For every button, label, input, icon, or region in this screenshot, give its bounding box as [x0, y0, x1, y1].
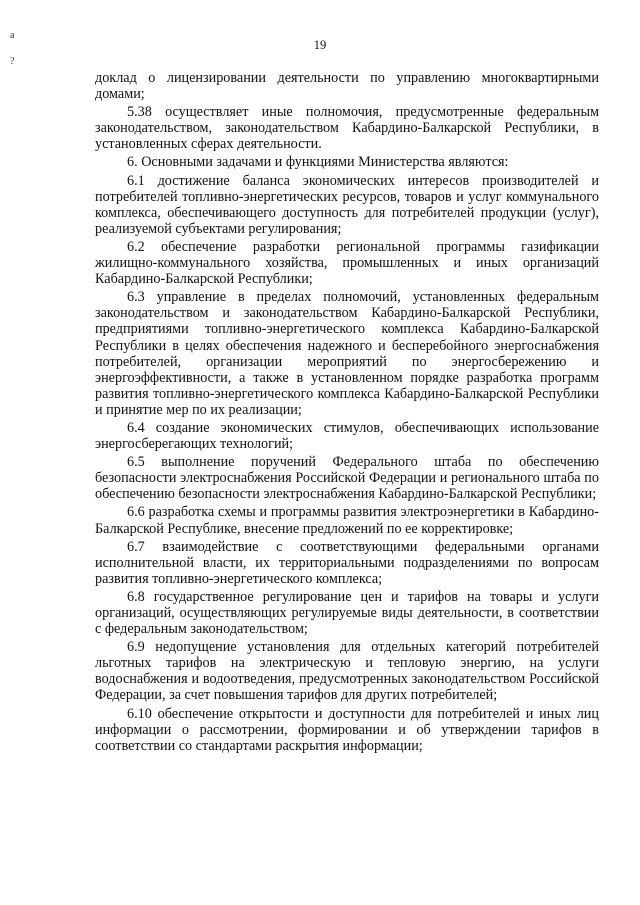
- margin-mark-second: ?: [10, 56, 15, 67]
- paragraph: 6.7 взаимодействие с соответствующими федеральными органами исполнительной власти, их территориальными подразделениями по вопросам развития топливно-энергетического комплекса;: [95, 538, 599, 587]
- paragraph: 6.2 обеспечение разработки региональной программы газификации жилищно-коммунального хозяйства, промышленных и иных организаций Кабардино-Балкарской Республики;: [95, 238, 599, 288]
- paragraph: 6.5 выполнение поручений Федерального штаба по обеспечению безопасности электроснабжения Российской Федерации и регионального штаба по обеспечению безопасности электроснабжения Кабардино-Балкарской Республики;: [95, 454, 599, 503]
- document-body: [95, 70, 599, 756]
- paragraph: 6. Основными задачами и функциями Министерства являются:: [127, 154, 509, 171]
- paragraph: 6.3 управление в пределах полномочий, установленных федеральным законодательством и законодательством Кабардино-Балкарской Республики, предприятиями топливно-энергетического комплекса Кабардино-Балкарской Республики в целях обеспечения надежного и бесперебойного энергоснабжения потребителей, организации мероприятий по энергосбережению и энергоэффективности, а также в установленном порядке разработка программ развития топливно-энергетического комплекса Кабардино-Балкарской Республики и принятие мер по их реализации;: [95, 289, 599, 418]
- paragraph: 5.38 осуществляет иные полномочия, предусмотренные федеральным законодательством, законодательством Кабардино-Балкарской Республики, в установленных сферах деятельности.: [95, 104, 599, 153]
- paragraph: доклад о лицензировании деятельности по управлению многоквартирными домами;: [95, 70, 599, 103]
- paragraph: 6.1 достижение баланса экономических интересов производителей и потребителей топливно-энергетических ресурсов, товаров и услуг коммунального комплекса, обеспечивающего доступность для потребителей продукции (услуг), реализуемой субъектами регулирования;: [95, 172, 599, 237]
- paragraph: 6.8 государственное регулирование цен и тарифов на товары и услуги организаций, осуществляющих регулируемые виды деятельности, в соответствии с федеральным законодательством;: [95, 588, 599, 638]
- paragraph: 6.6 разработка схемы и программы развития электроэнергетики в Кабардино-Балкарской Республике, внесение предложений по ее корректировке;: [95, 504, 599, 537]
- margin-mark-top: a: [10, 30, 15, 41]
- paragraph: 6.10 обеспечение открытости и доступности для потребителей и иных лиц информации о рассмотрении, формировании и об утверждении тарифов в соответствии со стандартами раскрытия информации;: [95, 705, 599, 754]
- paragraph: 6.4 создание экономических стимулов, обеспечивающих использование энергосберегающих технологий;: [95, 419, 599, 453]
- page-number: 19: [313, 38, 327, 52]
- paragraph: 6.9 недопущение установления для отдельных категорий потребителей льготных тарифов на электрическую и тепловую энергию, на услуги водоснабжения и водоотведения, предусмотренных законодательством Российской Федерации, за счет повышения тарифов для других потребителей;: [95, 639, 599, 704]
